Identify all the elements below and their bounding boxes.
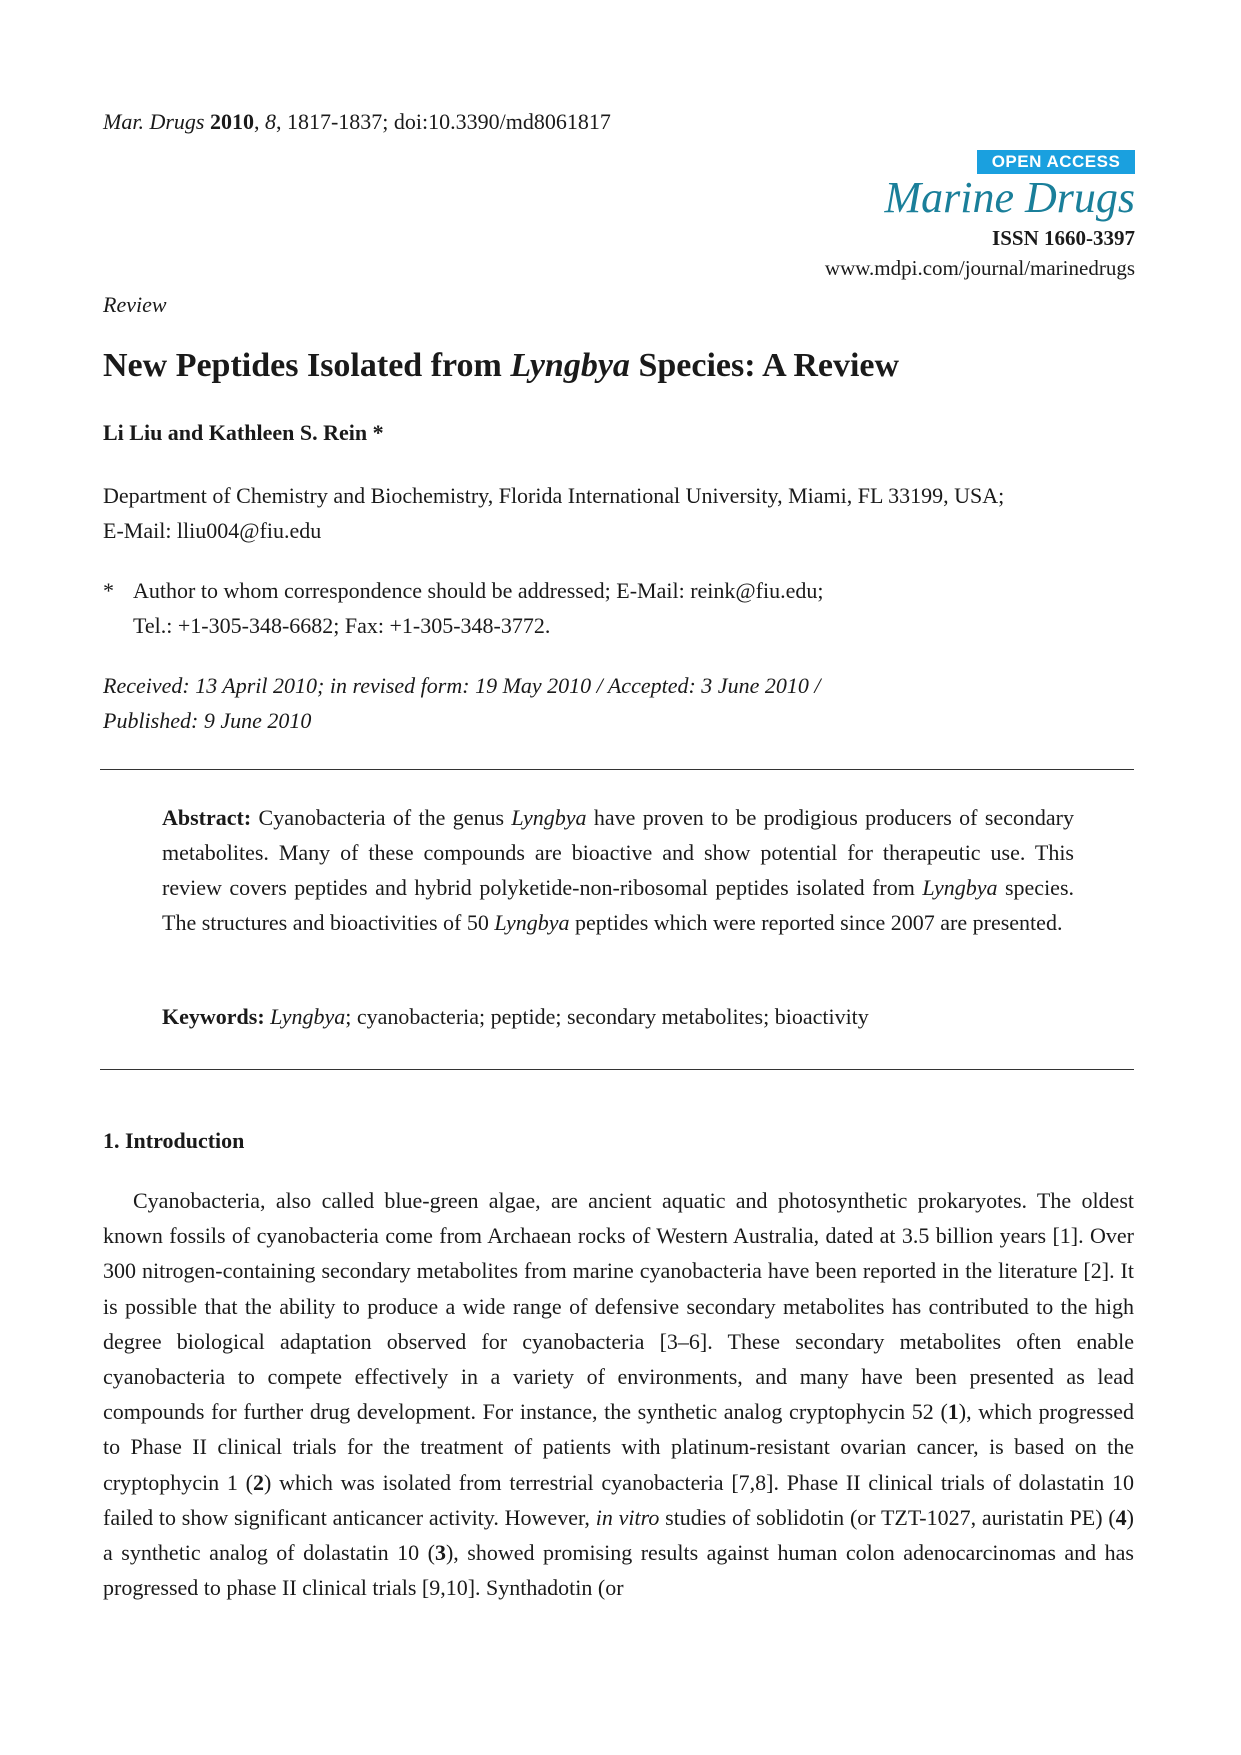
citation-pages-doi: 1817-1837; doi:10.3390/md8061817 (286, 109, 611, 134)
keywords (162, 1004, 869, 1030)
intro-in-vitro: in vitro (595, 1504, 660, 1530)
title-part-1: New Peptides Isolated from (103, 347, 511, 384)
title-genus: Lyngbya (510, 347, 630, 384)
intro-text-3: ) which was isolated from terrestrial cyanobacteria [7,8]. Phase II clinical trials of dolastatin 10 failed to show significant anticancer activity. However, (103, 1469, 1134, 1530)
intro-text-4: studies of soblidotin (or TZT-1027, auristatin PE) ( (659, 1504, 1116, 1530)
journal-name: Marine Drugs (884, 173, 1135, 222)
dates-line-2: Published: 9 June 2010 (103, 708, 312, 733)
keyword-genus: Lyngbya (270, 1004, 346, 1029)
affiliation-email: E-Mail: lliu004@fiu.edu (103, 518, 322, 543)
correspondence-star: * (103, 578, 114, 603)
compound-ref-3: 3 (434, 1540, 446, 1566)
citation-volume: 8 (264, 109, 276, 134)
journal-abbrev: Mar. Drugs (103, 109, 205, 134)
compound-ref-4: 4 (1115, 1504, 1127, 1530)
compound-ref-1: 1 (947, 1399, 959, 1425)
correspondence-line-1: Author to whom correspondence should be addressed; E-Mail: reink@fiu.edu; (133, 578, 824, 603)
intro-text-2: ), which progressed to Phase II clinical trials for the treatment of patients with platinum-resistant ovarian cancer, is based on the cryptophycin 1 ( (103, 1399, 1134, 1495)
title-part-2: Species: A Review (629, 347, 900, 384)
issn: ISSN 1660-3397 (992, 226, 1135, 250)
abstract-genus-2: Lyngbya (922, 875, 998, 900)
correspondence-note (103, 573, 823, 643)
divider-top (100, 769, 1134, 770)
affiliation-line: Department of Chemistry and Biochemistry, Florida International University, Miami, FL 33199, USA; (103, 483, 1005, 508)
correspondence-line-2: Tel.: +1-305-348-6682; Fax: +1-305-348-3772. (133, 613, 551, 638)
section-heading-introduction: 1. Introduction (103, 1128, 245, 1153)
abstract-text-4: peptides which were reported since 2007 are presented. (569, 910, 1063, 935)
compound-ref-2: 2 (252, 1469, 264, 1495)
citation-year: 2010 (209, 109, 254, 134)
abstract (162, 800, 1074, 940)
abstract-text-1: Cyanobacteria of the genus (251, 805, 512, 830)
open-access-badge: OPEN ACCESS (977, 150, 1135, 174)
citation-line: Mar. Drugs 2010, 8, 1817-1837; doi:10.3390/md8061817 (103, 109, 611, 134)
intro-text-5: ) a synthetic analog of dolastatin 10 ( (103, 1504, 1134, 1566)
publication-dates (103, 668, 820, 738)
intro-text-6: ), showed promising results against human colon adenocarcinomas and has progressed to phase II clinical trials [9,10]. Synthadotin (or (103, 1540, 1134, 1601)
keywords-list: ; cyanobacteria; peptide; secondary metabolites; bioactivity (345, 1004, 869, 1029)
divider-bottom (100, 1069, 1134, 1070)
dates-line-1: Received: 13 April 2010; in revised form: 19 May 2010 / Accepted: 3 June 2010 / (103, 673, 821, 698)
abstract-label: Abstract: (162, 805, 252, 830)
abstract-genus-3: Lyngbya (494, 910, 570, 935)
introduction-paragraph (103, 1183, 1134, 1605)
journal-url[interactable]: www.mdpi.com/journal/marinedrugs (824, 256, 1135, 280)
authors: Li Liu and Kathleen S. Rein * (103, 420, 384, 445)
intro-text-1: Cyanobacteria, also called blue-green algae, are ancient aquatic and photosynthetic prokaryotes. The oldest known fossils of cyanobacteria come from Archaean rocks of Western Australia, dated at 3.5 billion years [1]. Over 300 nitrogen-containing secondary metabolites from marine cyanobacteria have been reported in the literature [2]. It is possible that the ability to produce a wide range of defensive secondary metabolites has contributed to the high degree biological adaptation observed for cyanobacteria [3–6]. These secondary metabolites often enable cyanobacteria to compete effectively in a variety of environments, and many have been presented as lead compounds for further drug development. For instance, the synthetic analog cryptophycin 52 ( (103, 1188, 1134, 1425)
keywords-label: Keywords: (162, 1004, 265, 1029)
abstract-genus-1: Lyngbya (511, 805, 587, 830)
article-type: Review (103, 292, 167, 317)
article-title (103, 347, 899, 385)
affiliation (103, 478, 1004, 548)
abstract-text-3: species. The structures and bioactivities of 50 (162, 875, 1075, 935)
abstract-text-2: have proven to be prodigious producers of secondary metabolites. Many of these compounds are bioactive and show potential for therapeutic use. This review covers peptides and hybrid polyketide-non-ribosomal peptides isolated from (162, 805, 1074, 900)
